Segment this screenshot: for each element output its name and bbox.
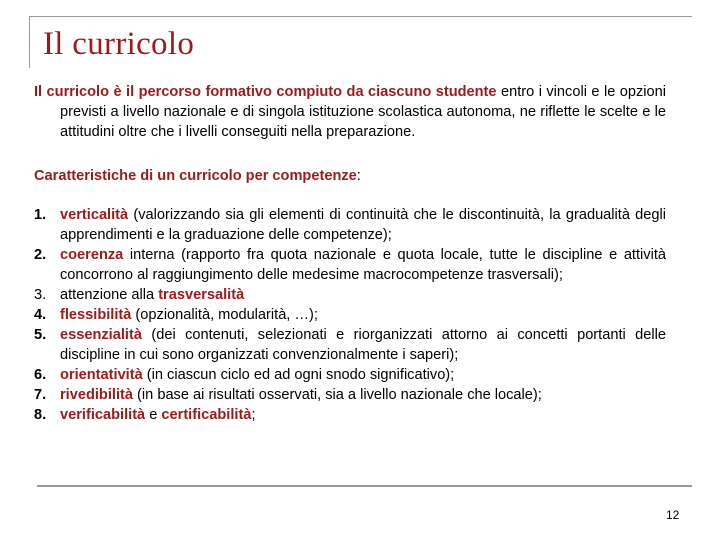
list-item-number: 4.	[34, 307, 47, 323]
list-item-term: coerenza	[60, 247, 124, 263]
list-item-description: ;	[251, 407, 256, 423]
list-item	[34, 405, 666, 425]
list-item	[34, 285, 666, 305]
title-frame-left-line	[29, 16, 30, 68]
characteristics-list	[34, 205, 666, 425]
list-item-term: essenzialità	[60, 327, 142, 343]
list-item-description: (valorizzando sia gli elementi di continuità che le discontinuità, la gradualità degli apprendimenti e la graduazione delle competenze);	[60, 207, 666, 243]
list-item	[34, 385, 666, 405]
list-item-description: (in base ai risultati osservati, sia a livello nazionale che locale);	[133, 387, 542, 403]
title-frame-top-line	[29, 16, 692, 17]
list-item	[34, 245, 666, 285]
list-item-term: rivedibilità	[60, 387, 133, 403]
list-item-description: (in ciascun ciclo ed ad ogni snodo significativo);	[142, 367, 455, 383]
list-item-term: flessibilità	[60, 307, 132, 323]
list-item-connector: e	[145, 407, 162, 423]
list-item-description: (opzionalità, modularità, …);	[131, 307, 318, 323]
list-item-number: 2.	[34, 247, 47, 263]
list-item-prefix: attenzione alla	[60, 287, 159, 303]
list-item-number: 6.	[34, 367, 47, 383]
list-item-term: orientatività	[60, 367, 143, 383]
list-item	[34, 305, 666, 325]
list-item-number: 5.	[34, 327, 47, 343]
intro-paragraph	[34, 82, 666, 142]
list-item-description: (dei contenuti, selezionati e riorganizzati attorno ai concetti portanti delle discipline in cui sono organizzati convenzionalmente i saperi);	[60, 327, 666, 363]
characteristics-heading-text: Caratteristiche di un curricolo per competenze	[34, 168, 357, 184]
list-item-term-secondary: certificabilità	[161, 407, 252, 423]
list-item-number: 3.	[34, 287, 47, 303]
characteristics-heading	[34, 166, 666, 186]
list-item	[34, 205, 666, 245]
list-item-number: 7.	[34, 387, 47, 403]
footer-divider	[37, 485, 692, 487]
list-item	[34, 365, 666, 385]
list-item	[34, 325, 666, 365]
page-number: 12	[666, 508, 680, 522]
list-item-description: interna (rapporto fra quota nazionale e quota locale, tutte le discipline e attività concorrono al raggiungimento delle medesime macrocompetenze trasversali);	[60, 247, 666, 283]
list-item-term: trasversalità	[158, 287, 245, 303]
intro-rest: entro i vincoli e le opzioni previsti a livello nazionale e di singola istituzione scolastica autonoma, ne riflette le scelte e le attitudini oltre che i livelli conseguiti nella preparazione.	[60, 84, 667, 140]
characteristics-heading-colon: :	[356, 168, 361, 184]
list-item-number: 8.	[34, 407, 47, 423]
intro-lead: Il curricolo è il percorso formativo compiuto da ciascuno studente	[34, 84, 497, 100]
list-item-number: 1.	[34, 207, 47, 223]
slide-body	[34, 82, 666, 425]
list-item-term: verticalità	[60, 207, 129, 223]
list-item-term: verificabilità	[60, 407, 146, 423]
slide-title: Il curricolo	[43, 26, 195, 62]
